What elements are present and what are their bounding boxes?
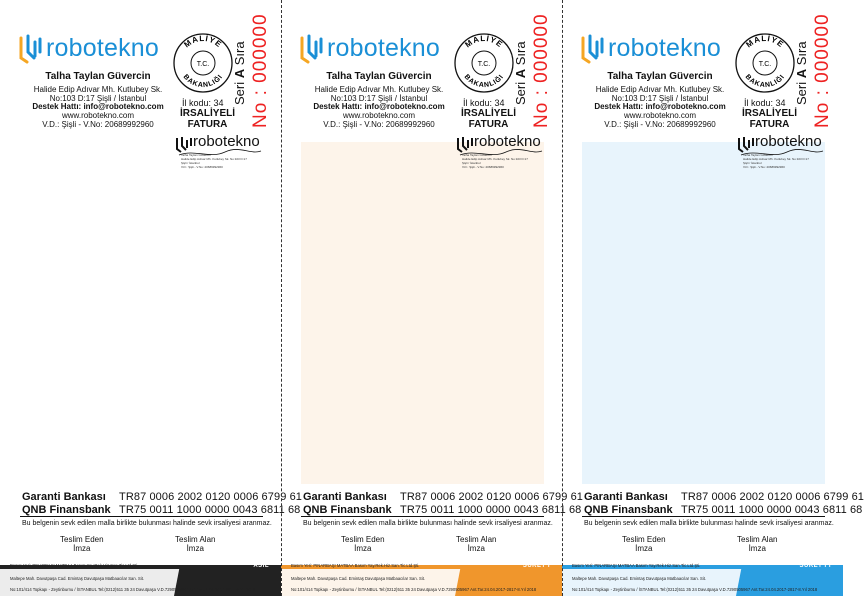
document-type [180,108,235,130]
bank-name: QNB Finansbank [22,504,111,516]
robotekno-logo [18,32,168,66]
footer-line-1: Basım Yeri: PINARBAŞI MATBAA Basım Yay.Rek.Hiz.San.Tic.Ltd.Şti. [291,563,420,568]
invoice-copy [281,0,584,596]
svg-text:BAKANLIĞI [463,73,506,89]
company-name: Talha Taylan Güvercin [45,71,151,82]
company-tax: V.D.: Şişli - V.No: 20689992960 [42,120,154,129]
footer-line-3: No:101/414 Topkapı - Zeytinburnu / İSTANBUL Tel:(0212)511 35 24 Davutpaşa V.D.7290505967 Ant.Tar.24.04.2017-2817-8.Yıl 2018 [10,587,256,592]
legal-note: Bu belgenin sevk edilen malla birlikte bulunması halinde sevk irsaliyesi aranmaz. [22,520,272,527]
company-address-2: No:103 D:17 Şişli / İstanbul [330,94,428,103]
svg-text:MALİYE [463,34,504,50]
il-kodu: İl kodu: 34 [744,98,786,108]
bank-name: QNB Finansbank [303,504,392,516]
seal-bottom-text: BAKANLIĞI [181,73,225,90]
stamp-line-2: Halide Edip Adıvar Mh. Kutlubey Sk. No:103 D:17 [743,157,809,161]
bank-name: Garanti Bankası [22,491,106,503]
received-by-label: Teslim Alan [175,535,216,544]
legal-note: Bu belgenin sevk edilen malla birlikte bulunması halinde sevk irsaliyesi aranmaz. [303,520,553,527]
company-address-1: Halide Edip Adıvar Mh. Kutlubey Sk. [314,85,444,94]
bank-row [303,504,582,516]
svg-text:MALİYE [744,34,785,50]
stamp-signature-icon [456,133,546,171]
delivered-by [622,535,666,553]
no-label: No : [531,89,552,128]
perforation-line [562,0,563,596]
footer-line-2: Maltepe Mah. Davutpaşa Cad. Emintaş Davutpaşa Matbaacılar San. Sit. [10,576,145,581]
seal-center-text: T.C. [758,61,772,68]
company-address-2: No:103 D:17 Şişli / İstanbul [611,94,709,103]
document-type-line2: FATURA [749,119,790,130]
document-type-line2: FATURA [187,119,228,130]
il-kodu: İl kodu: 34 [182,98,224,108]
seri-sira [794,41,809,105]
delivered-by-sign: İmza [354,544,372,553]
sira-label: Sıra [232,41,247,66]
svg-text:MALİYE [182,34,223,50]
maliye-seal-icon [172,32,234,94]
divider [301,516,544,517]
seal-bottom-text: BAKANLIĞI [743,73,787,90]
company-website: www.robotekno.com [623,111,697,120]
no-label: No : [250,89,271,128]
bank-row [584,491,864,503]
company-tax: V.D.: Şişli - V.No: 20689992960 [604,120,716,129]
invoice-copy [562,0,864,596]
bank-iban: TR87 0006 2002 0120 0006 6799 61 [119,491,303,503]
footer-line-1: Basım Yeri: PINARBAŞI MATBAA Basım Yay.Rek.Hiz.San.Tic.Ltd.Şti. [572,563,701,568]
seri-letter: A [794,68,809,79]
company-hotline: Destek Hattı: info@robotekno.com [594,102,726,111]
bank-iban: TR75 0011 1000 0000 0043 6811 68 [400,504,582,516]
received-by-label: Teslim Alan [737,535,778,544]
seri-sira [232,41,247,105]
company-website: www.robotekno.com [61,111,135,120]
svg-text:BAKANLIĞI [182,73,225,89]
bank-iban: TR75 0011 1000 0000 0043 6811 68 [681,504,863,516]
document-type [461,108,516,130]
footer-line-2: Maltepe Mah. Davutpaşa Cad. Emintaş Davutpaşa Matbaacılar San. Sit. [572,576,707,581]
no-value: 000000 [250,13,271,83]
company-address-2: No:103 D:17 Şişli / İstanbul [49,94,147,103]
logo-text: robotekno [608,34,721,62]
bank-iban: TR87 0006 2002 0120 0006 6799 61 [400,491,584,503]
logo-text: robotekno [46,34,159,62]
document-type-line1: İRSALİYELİ [180,108,236,119]
stamp-signature-icon [737,133,827,171]
maliye-seal-icon [734,32,796,94]
seri-letter: A [232,68,247,79]
document-type [742,108,797,130]
robotekno-logo [580,32,730,66]
robot-hand-icon [580,32,608,66]
stamp-line-3: Şişli / İstanbul [462,161,481,165]
copy-tint-area [301,142,544,484]
delivered-by-label: Teslim Eden [341,535,385,544]
copy-label: SURET I [522,563,550,569]
logo-text: robotekno [327,34,440,62]
seri-sira [513,41,528,105]
received-by [737,535,777,553]
bank-row [22,504,301,516]
received-by-sign: İmza [186,544,204,553]
stamp-line-2: Halide Edip Adıvar Mh. Kutlubey Sk. No:103 D:17 [181,157,247,161]
invoice-number [812,13,834,128]
robot-hand-icon [299,32,327,66]
company-hotline: Destek Hattı: info@robotekno.com [313,102,445,111]
robotekno-logo [299,32,449,66]
stamp-line-4: V.D.: Şişli - V.No: 20689992960 [181,165,223,169]
stamp-line-1: Talha Taylan Güvercin [743,153,773,157]
stamp-line-3: Şişli / İstanbul [181,161,200,165]
delivered-by-label: Teslim Eden [60,535,104,544]
delivered-by [341,535,385,553]
bank-iban: TR87 0006 2002 0120 0006 6799 61 [681,491,864,503]
company-stamp [175,133,265,171]
company-stamp [456,133,546,171]
perforation-line [281,0,282,596]
stamp-logo-text: robotekno [474,133,541,150]
maliye-seal-icon [453,32,515,94]
company-name: Talha Taylan Güvercin [326,71,432,82]
delivered-by-label: Teslim Eden [622,535,666,544]
company-address-1: Halide Edip Adıvar Mh. Kutlubey Sk. [595,85,725,94]
stamp-line-3: Şişli / İstanbul [743,161,762,165]
invoice-number [250,13,272,128]
stamp-line-1: Talha Taylan Güvercin [181,153,211,157]
company-website: www.robotekno.com [342,111,416,120]
stamp-logo-text: robotekno [755,133,822,150]
bank-row [303,491,584,503]
bank-row [584,504,863,516]
delivered-by-sign: İmza [635,544,653,553]
received-by-sign: İmza [467,544,485,553]
bank-name: QNB Finansbank [584,504,673,516]
document-type-line2: FATURA [468,119,509,130]
bank-iban: TR75 0011 1000 0000 0043 6811 68 [119,504,301,516]
seri-prefix: Seri [232,81,247,105]
footer-line-2: Maltepe Mah. Davutpaşa Cad. Emintaş Davutpaşa Matbaacılar San. Sit. [291,576,426,581]
stamp-line-4: V.D.: Şişli - V.No: 20689992960 [743,165,785,169]
copy-label: SURET I I [799,563,831,569]
copy-tint-area [582,142,825,484]
footer-line-1: Basım Yeri: PINARBAŞI MATBAA Basım Yay.Rek.Hiz.San.Tic.Ltd.Şti. [10,563,139,568]
bank-name: Garanti Bankası [303,491,387,503]
stamp-logo-text: robotekno [193,133,260,150]
seal-top-text: MALİYE [744,33,786,50]
company-stamp [737,133,827,171]
svg-text:BAKANLIĞI [744,73,787,89]
seal-bottom-text: BAKANLIĞI [462,73,506,90]
seri-prefix: Seri [794,81,809,105]
seal-center-text: T.C. [196,61,210,68]
delivered-by [60,535,104,553]
no-label: No : [812,89,833,128]
sira-label: Sıra [794,41,809,66]
received-by [456,535,496,553]
seal-top-text: MALİYE [182,33,224,50]
copy-tint-area [20,142,263,484]
divider [20,516,263,517]
document-type-line1: İRSALİYELİ [461,108,517,119]
received-by-label: Teslim Alan [456,535,497,544]
footer-line-3: No:101/414 Topkapı - Zeytinburnu / İSTANBUL Tel:(0212)511 35 24 Davutpaşa V.D.7290505967 Ant.Tar.24.04.2017-2817-8.Yıl 2018 [291,587,537,592]
divider [582,516,825,517]
company-address-1: Halide Edip Adıvar Mh. Kutlubey Sk. [33,85,163,94]
document-type-line1: İRSALİYELİ [742,108,798,119]
received-by [175,535,215,553]
seri-prefix: Seri [513,81,528,105]
robot-hand-icon [18,32,46,66]
invoice-number [531,13,553,128]
seri-letter: A [513,68,528,79]
copy-label: ASIL [253,563,269,569]
company-hotline: Destek Hattı: info@robotekno.com [32,102,164,111]
company-tax: V.D.: Şişli - V.No: 20689992960 [323,120,435,129]
stamp-line-4: V.D.: Şişli - V.No: 20689992960 [462,165,504,169]
legal-note: Bu belgenin sevk edilen malla birlikte bulunması halinde sevk irsaliyesi aranmaz. [584,520,834,527]
received-by-sign: İmza [748,544,766,553]
seal-center-text: T.C. [477,61,491,68]
stamp-line-2: Halide Edip Adıvar Mh. Kutlubey Sk. No:103 D:17 [462,157,528,161]
no-value: 000000 [531,13,552,83]
stamp-signature-icon [175,133,265,171]
footer-line-3: No:101/414 Topkapı - Zeytinburnu / İSTANBUL Tel:(0212)511 35 24 Davutpaşa V.D.7290505967 Ant.Tar.24.04.2017-2817-8.Yıl 2018 [572,587,818,592]
delivered-by-sign: İmza [73,544,91,553]
sira-label: Sıra [513,41,528,66]
stamp-line-1: Talha Taylan Güvercin [462,153,492,157]
invoice-copy [0,0,303,596]
bank-name: Garanti Bankası [584,491,668,503]
company-name: Talha Taylan Güvercin [607,71,713,82]
no-value: 000000 [812,13,833,83]
il-kodu: İl kodu: 34 [463,98,505,108]
seal-top-text: MALİYE [463,33,505,50]
bank-row [22,491,303,503]
